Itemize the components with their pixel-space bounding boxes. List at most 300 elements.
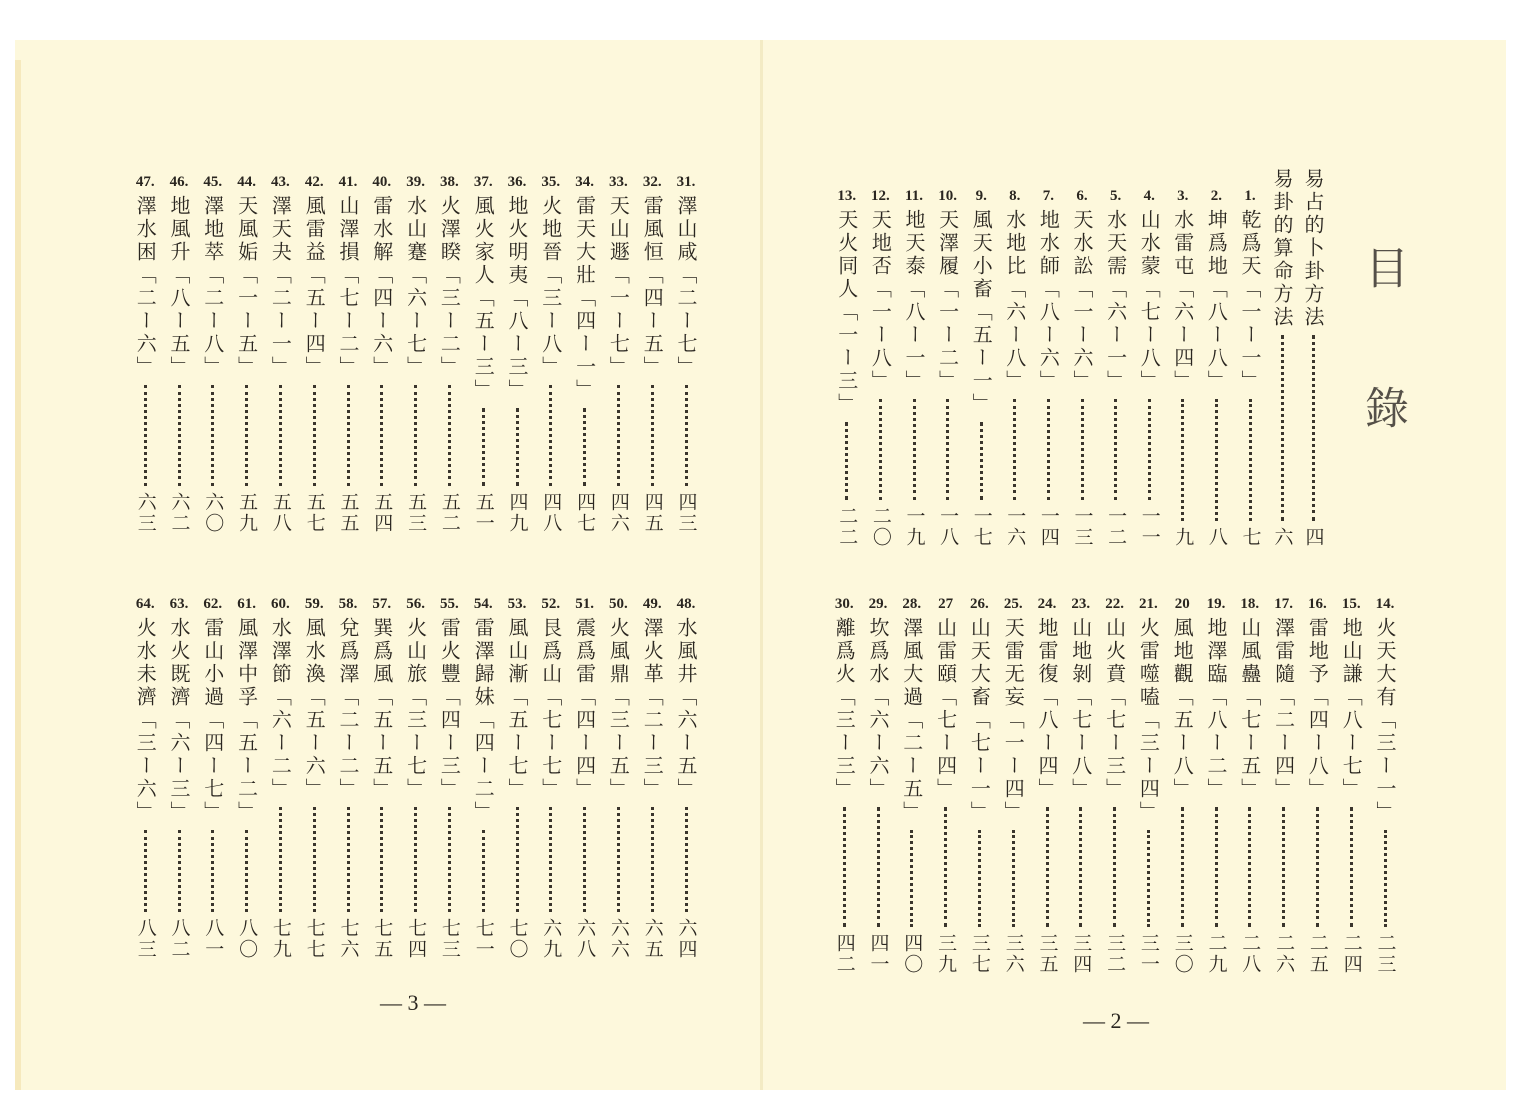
entry-page: 七一 [472, 918, 495, 960]
toc-entry [1102, 596, 1128, 975]
entry-number: 40. [372, 174, 392, 190]
dot-leader [380, 807, 383, 912]
entry-number: 9. [975, 188, 987, 204]
toc-entry [200, 596, 226, 960]
entry-page: 四〇 [901, 933, 924, 975]
entry-number: 32. [642, 174, 662, 190]
toc-entry [673, 596, 699, 960]
entry-number: 62. [203, 596, 223, 612]
toc-entry [605, 174, 631, 534]
toc-entry [935, 188, 961, 548]
dot-leader [685, 385, 688, 486]
entry-number: 52. [541, 596, 561, 612]
entry-number: 45. [203, 174, 223, 190]
entry-number: 26. [970, 596, 989, 612]
entry-page: 三〇 [1171, 933, 1194, 975]
entry-page: 六 [1271, 527, 1294, 548]
dot-leader [1047, 399, 1050, 500]
entry-number: 25. [1003, 596, 1023, 612]
toc-heading-lu: 錄 [1357, 385, 1408, 429]
entry-number: 47. [135, 174, 155, 190]
dot-leader [617, 385, 620, 486]
entry-number: 23. [1071, 596, 1091, 612]
entry-title: 易卦的算命方法 [1270, 168, 1294, 329]
toc-entry [1068, 596, 1094, 975]
entry-number: 6. [1076, 188, 1088, 204]
entry-title: 水天需「六ー一」 [1103, 209, 1128, 393]
entry-title: 火山旅「三ー七」 [403, 617, 428, 801]
dot-leader [583, 807, 586, 912]
entry-title: 水澤節「六ー二」 [268, 617, 293, 801]
toc-entry [538, 596, 564, 960]
toc-entry [234, 596, 260, 960]
entry-number: 29. [868, 596, 888, 612]
entry-title: 地天泰「八ー一」 [902, 209, 926, 393]
dot-leader [1282, 807, 1285, 927]
dot-leader [516, 408, 519, 486]
toc-entry [267, 596, 293, 960]
entry-title: 天山遯「一ー七」 [606, 195, 631, 379]
entry-number: 38. [440, 174, 459, 190]
entry-number: 19. [1206, 596, 1226, 612]
dot-leader [980, 422, 983, 500]
entry-number: 55. [440, 596, 459, 612]
entry-number: 5. [1109, 188, 1122, 204]
entry-title: 山地剝「七ー八」 [1068, 617, 1093, 801]
toc-entry [132, 596, 158, 960]
entry-number: 49. [642, 596, 662, 612]
entry-title: 雷澤歸妹「四ー二」 [471, 617, 496, 824]
entry-title: 兌爲澤「二ー二」 [336, 617, 360, 801]
entry-title: 澤火革「二ー三」 [640, 617, 665, 801]
dot-leader [380, 385, 383, 486]
entry-title: 天澤履「一ー二」 [935, 209, 960, 393]
toc-entry [1304, 596, 1330, 975]
entry-number: 61. [237, 596, 256, 612]
entry-number: 57. [372, 596, 392, 612]
toc-entry [1002, 188, 1028, 548]
dot-leader [651, 807, 654, 912]
entry-number: 56. [406, 596, 425, 612]
entry-page: 三二 [1104, 933, 1127, 975]
entry-page: 五九 [236, 492, 259, 534]
entry-number: 63. [169, 596, 189, 612]
toc-entry [1035, 188, 1061, 548]
entry-number: 21. [1139, 596, 1158, 612]
entry-number: 46. [169, 174, 189, 190]
entry-number: 10. [938, 188, 957, 204]
entry-title: 雷天大壯「四ー一」 [572, 195, 597, 402]
entry-page: 三一 [1137, 933, 1160, 975]
dot-leader [482, 830, 485, 912]
dot-leader [1113, 807, 1116, 927]
toc-entry [504, 596, 530, 960]
entry-page: 二九 [1205, 933, 1228, 975]
entry-number: 33. [609, 174, 628, 190]
entry-page: 五三 [405, 492, 428, 534]
entry-page: 七四 [405, 918, 428, 960]
entry-number: 16. [1308, 596, 1327, 612]
entry-number: 58. [338, 596, 358, 612]
entry-title: 山水蒙「七ー八」 [1137, 209, 1162, 393]
toc-entry [301, 596, 327, 960]
dot-leader [877, 807, 880, 927]
entry-page: 一六 [1004, 506, 1027, 548]
dot-leader [245, 385, 248, 486]
entry-page: 四 [1302, 527, 1325, 548]
entry-title: 地雷復「八ー四」 [1035, 617, 1059, 801]
entry-page: 二〇 [869, 506, 892, 548]
dot-leader [211, 830, 214, 912]
entry-title: 風火家人「五ー三」 [471, 195, 496, 402]
dot-leader [414, 807, 417, 912]
dot-leader [1114, 399, 1117, 500]
entry-page: 七五 [371, 918, 394, 960]
entry-title: 火雷噬嗑「三ー四」 [1136, 617, 1161, 824]
entry-number: 50. [609, 596, 628, 612]
entry-page: 一二 [1105, 506, 1128, 548]
entry-page: 五四 [371, 492, 394, 534]
toc-entry [639, 174, 665, 534]
dot-leader [178, 385, 181, 486]
entry-title: 澤地萃「二ー八」 [200, 195, 225, 379]
page-number-right: — 2 — [1083, 1008, 1149, 1033]
dot-leader [414, 385, 417, 486]
entry-title: 山火賁「七ー三」 [1102, 617, 1127, 801]
toc-entry [1203, 188, 1229, 548]
entry-title: 澤山咸「二ー七」 [674, 195, 698, 379]
entry-page: 六三 [134, 492, 157, 534]
entry-page: 八〇 [236, 918, 259, 960]
entry-number: 4. [1143, 188, 1155, 204]
entry-number: 28. [902, 596, 922, 612]
entry-title: 雷山小過「四ー七」 [200, 617, 225, 824]
entry-title: 天水訟「一ー六」 [1070, 209, 1094, 393]
toc-entry [673, 174, 699, 534]
dot-leader [482, 408, 485, 486]
entry-page: 七六 [337, 918, 360, 960]
entry-page: 三五 [1036, 933, 1059, 975]
entry-title: 震爲雷「四ー四」 [572, 617, 597, 801]
toc-entry [1271, 596, 1297, 975]
toc-entry [1372, 596, 1398, 975]
entry-title: 澤風大過「二ー五」 [899, 617, 924, 824]
entry-page: 八三 [134, 918, 157, 960]
dot-leader [211, 385, 214, 486]
entry-title: 火澤睽「三ー二」 [437, 195, 462, 379]
toc-entry [1237, 188, 1263, 548]
dot-leader [1147, 830, 1150, 927]
entry-title: 風水渙「五ー六」 [302, 617, 327, 801]
toc-entry [572, 174, 598, 534]
entry-title: 澤雷隨「二ー四」 [1271, 617, 1296, 801]
toc-entry [572, 596, 598, 960]
entry-title: 風雷益「五ー四」 [302, 195, 327, 379]
entry-number: 39. [406, 174, 425, 190]
entry-page: 六二 [168, 492, 191, 534]
entry-page: 三六 [1002, 933, 1025, 975]
toc-entry [1034, 596, 1060, 975]
entry-page: 四三 [675, 492, 698, 534]
toc-entry [234, 174, 260, 534]
entry-title: 天風姤「一ー五」 [234, 195, 259, 379]
entry-page: 五七 [303, 492, 326, 534]
entry-title: 地風升「八ー五」 [167, 195, 191, 379]
entry-title: 水山蹇「六ー七」 [403, 195, 428, 379]
dot-leader [583, 408, 586, 486]
toc-entry [436, 174, 462, 534]
dot-leader [549, 385, 552, 486]
entry-number: 12. [871, 188, 890, 204]
toc-entry [1000, 596, 1026, 975]
dot-leader [1215, 399, 1218, 521]
entry-page: 四五 [641, 492, 664, 534]
entry-title: 水火既濟「六ー三」 [167, 617, 191, 824]
toc-entry [1269, 168, 1295, 548]
entry-title: 地火明夷「八ー三」 [505, 195, 529, 402]
toc-entry [831, 596, 857, 975]
entry-number: 34. [575, 174, 594, 190]
entry-page: 五八 [269, 492, 292, 534]
entry-number: 20 [1174, 596, 1190, 612]
entry-page: 一四 [1037, 506, 1060, 548]
dot-leader [1215, 807, 1218, 927]
entry-title: 山風蠱「七ー五」 [1237, 617, 1262, 801]
entry-page: 一一 [1138, 506, 1161, 548]
entry-title: 火天大有「三ー一」 [1373, 617, 1397, 824]
entry-number: 11. [905, 188, 923, 204]
dot-leader [685, 807, 688, 912]
toc-entry [1169, 596, 1195, 975]
dot-leader [144, 830, 147, 912]
entry-page: 四八 [540, 492, 563, 534]
toc-entry [403, 596, 429, 960]
entry-page: 六四 [675, 918, 698, 960]
toc-entry [1069, 188, 1095, 548]
entry-title: 雷水解「四ー六」 [369, 195, 394, 379]
dot-leader [1081, 399, 1084, 500]
toc-entry [267, 174, 293, 534]
dot-leader [448, 807, 451, 912]
entry-title: 風天小畜「五ー一」 [969, 209, 994, 416]
toc-entry [166, 174, 192, 534]
entry-title: 坤爲地「八ー八」 [1204, 209, 1229, 393]
entry-number: 36. [507, 174, 527, 190]
entry-title: 風地觀「五ー八」 [1170, 617, 1195, 801]
entry-page: 四九 [506, 492, 529, 534]
toc-entry [1338, 596, 1364, 975]
dot-leader [279, 385, 282, 486]
dot-leader [1046, 807, 1049, 927]
entry-number: 13. [837, 188, 857, 204]
entry-number: 41. [338, 174, 358, 190]
dot-leader [1148, 399, 1151, 500]
toc-entry [1300, 168, 1326, 548]
entry-page: 一七 [970, 506, 993, 548]
entry-number: 35. [541, 174, 561, 190]
entry-title: 風澤中孚「五ー二」 [234, 617, 259, 824]
entry-page: 八一 [202, 918, 225, 960]
entry-page: 一九 [903, 506, 926, 548]
dot-leader [448, 385, 451, 486]
toc-entry [301, 174, 327, 534]
entry-number: 2. [1210, 188, 1223, 204]
toc-entry [504, 174, 530, 534]
dot-leader [978, 830, 981, 927]
toc-entry [538, 174, 564, 534]
dot-leader [1384, 830, 1387, 927]
entry-number: 3. [1177, 188, 1189, 204]
entry-title: 水地比「六ー八」 [1002, 209, 1027, 393]
entry-number: 53. [507, 596, 527, 612]
toc-entry [899, 596, 925, 975]
entry-page: 三四 [1070, 933, 1093, 975]
dot-leader [1316, 807, 1319, 927]
toc-entry [369, 174, 395, 534]
dot-leader [313, 807, 316, 912]
entry-page: 五一 [472, 492, 495, 534]
entry-title: 雷火豐「四ー三」 [437, 617, 462, 801]
entry-page: 二六 [1273, 933, 1296, 975]
dot-leader [1013, 399, 1016, 500]
entry-page: 四七 [574, 492, 597, 534]
entry-number: 59. [304, 596, 324, 612]
entry-number: 43. [271, 174, 290, 190]
entry-title: 火水未濟「三ー六」 [133, 617, 158, 824]
dot-leader [913, 399, 916, 500]
entry-page: 九 [1172, 527, 1195, 548]
dot-leader [1248, 807, 1251, 927]
dot-leader [347, 807, 350, 912]
entry-title: 山雷頤「七ー四」 [933, 617, 958, 801]
dot-leader [651, 385, 654, 486]
entry-page: 二五 [1306, 933, 1329, 975]
entry-page: 八 [1205, 527, 1228, 548]
dot-leader [178, 830, 181, 912]
page-edge [15, 60, 21, 1090]
entry-page: 八二 [168, 918, 191, 960]
entry-title: 水雷屯「六ー四」 [1170, 209, 1195, 393]
entry-page: 一八 [937, 506, 960, 548]
toc-entry [1170, 188, 1196, 548]
entry-page: 二八 [1239, 933, 1262, 975]
entry-title: 澤水困「二ー六」 [133, 195, 158, 379]
toc-entry [867, 188, 893, 548]
dot-leader [1181, 807, 1184, 927]
dot-leader [516, 807, 519, 912]
entry-page: 一三 [1071, 506, 1094, 548]
toc-entry [901, 188, 927, 548]
entry-page: 四六 [607, 492, 630, 534]
toc-entry [166, 596, 192, 960]
entry-page: 二二 [836, 506, 859, 548]
entry-title: 澤天夬「二ー一」 [268, 195, 293, 379]
dot-leader [1012, 830, 1015, 927]
book-gutter [760, 40, 763, 1090]
entry-number: 37. [473, 174, 493, 190]
entry-number: 48. [676, 596, 696, 612]
page-number-left: — 3 — [380, 990, 446, 1015]
entry-number: 1. [1244, 188, 1256, 204]
dot-leader [1249, 399, 1252, 521]
entry-page: 二三 [1374, 933, 1397, 975]
entry-title: 坎爲水「六ー六」 [866, 617, 890, 801]
dot-leader [845, 422, 848, 500]
entry-title: 水風井「六ー五」 [674, 617, 698, 801]
entry-page: 六九 [540, 918, 563, 960]
toc-entry [470, 174, 496, 534]
toc-entry [1136, 188, 1162, 548]
entry-title: 雷風恒「四ー五」 [640, 195, 665, 379]
toc-entry [1237, 596, 1263, 975]
entry-title: 雷地予「四ー八」 [1305, 617, 1330, 801]
entry-title: 山天大畜「七ー一」 [967, 617, 992, 824]
entry-page: 六六 [607, 918, 630, 960]
entry-page: 七 [1239, 527, 1262, 548]
entry-number: 8. [1009, 188, 1021, 204]
entry-title: 火風鼎「三ー五」 [606, 617, 631, 801]
dot-leader [944, 807, 947, 927]
entry-number: 51. [575, 596, 594, 612]
entry-number: 7. [1042, 188, 1055, 204]
toc-entry [132, 174, 158, 534]
entry-page: 七九 [269, 918, 292, 960]
dot-leader [347, 385, 350, 486]
dot-leader [843, 807, 846, 927]
entry-number: 31. [676, 174, 696, 190]
dot-leader [279, 807, 282, 912]
entry-title: 天地否「一ー八」 [868, 209, 893, 393]
entry-page: 三九 [935, 933, 958, 975]
entry-page: 四一 [867, 933, 890, 975]
entry-title: 巽爲風「五ー五」 [369, 617, 394, 801]
entry-page: 六八 [574, 918, 597, 960]
entry-number: 64. [135, 596, 155, 612]
dot-leader [1079, 807, 1082, 927]
toc-entry [369, 596, 395, 960]
entry-title: 艮爲山「七ー七」 [538, 617, 563, 801]
entry-number: 60. [271, 596, 290, 612]
toc-entry [639, 596, 665, 960]
toc-entry [335, 174, 361, 534]
entry-page: 三七 [968, 933, 991, 975]
entry-title: 火地晉「三ー八」 [538, 195, 563, 379]
entry-page: 七〇 [506, 918, 529, 960]
dot-leader [1181, 399, 1184, 521]
entry-title: 天雷无妄「一ー四」 [1001, 617, 1026, 824]
entry-title: 地山謙「八ー七」 [1339, 617, 1364, 801]
dot-leader [1350, 807, 1353, 927]
toc-entry [933, 596, 959, 975]
entry-title: 易占的卜卦方法 [1301, 168, 1325, 329]
entry-number: 27 [938, 596, 954, 612]
dot-leader [910, 830, 913, 927]
entry-title: 乾爲天「一ー一」 [1238, 209, 1262, 393]
entry-number: 44. [237, 174, 256, 190]
dot-leader [144, 385, 147, 486]
entry-page: 六〇 [202, 492, 225, 534]
dot-leader [1312, 335, 1315, 521]
toc-entry [403, 174, 429, 534]
dot-leader [879, 399, 882, 500]
entry-title: 地水師「八ー六」 [1036, 209, 1061, 393]
entry-title: 山澤損「七ー二」 [336, 195, 360, 379]
toc-entry [1135, 596, 1161, 975]
toc-entry [865, 596, 891, 975]
entry-number: 15. [1341, 596, 1361, 612]
toc-entry [200, 174, 226, 534]
entry-page: 二四 [1340, 933, 1363, 975]
